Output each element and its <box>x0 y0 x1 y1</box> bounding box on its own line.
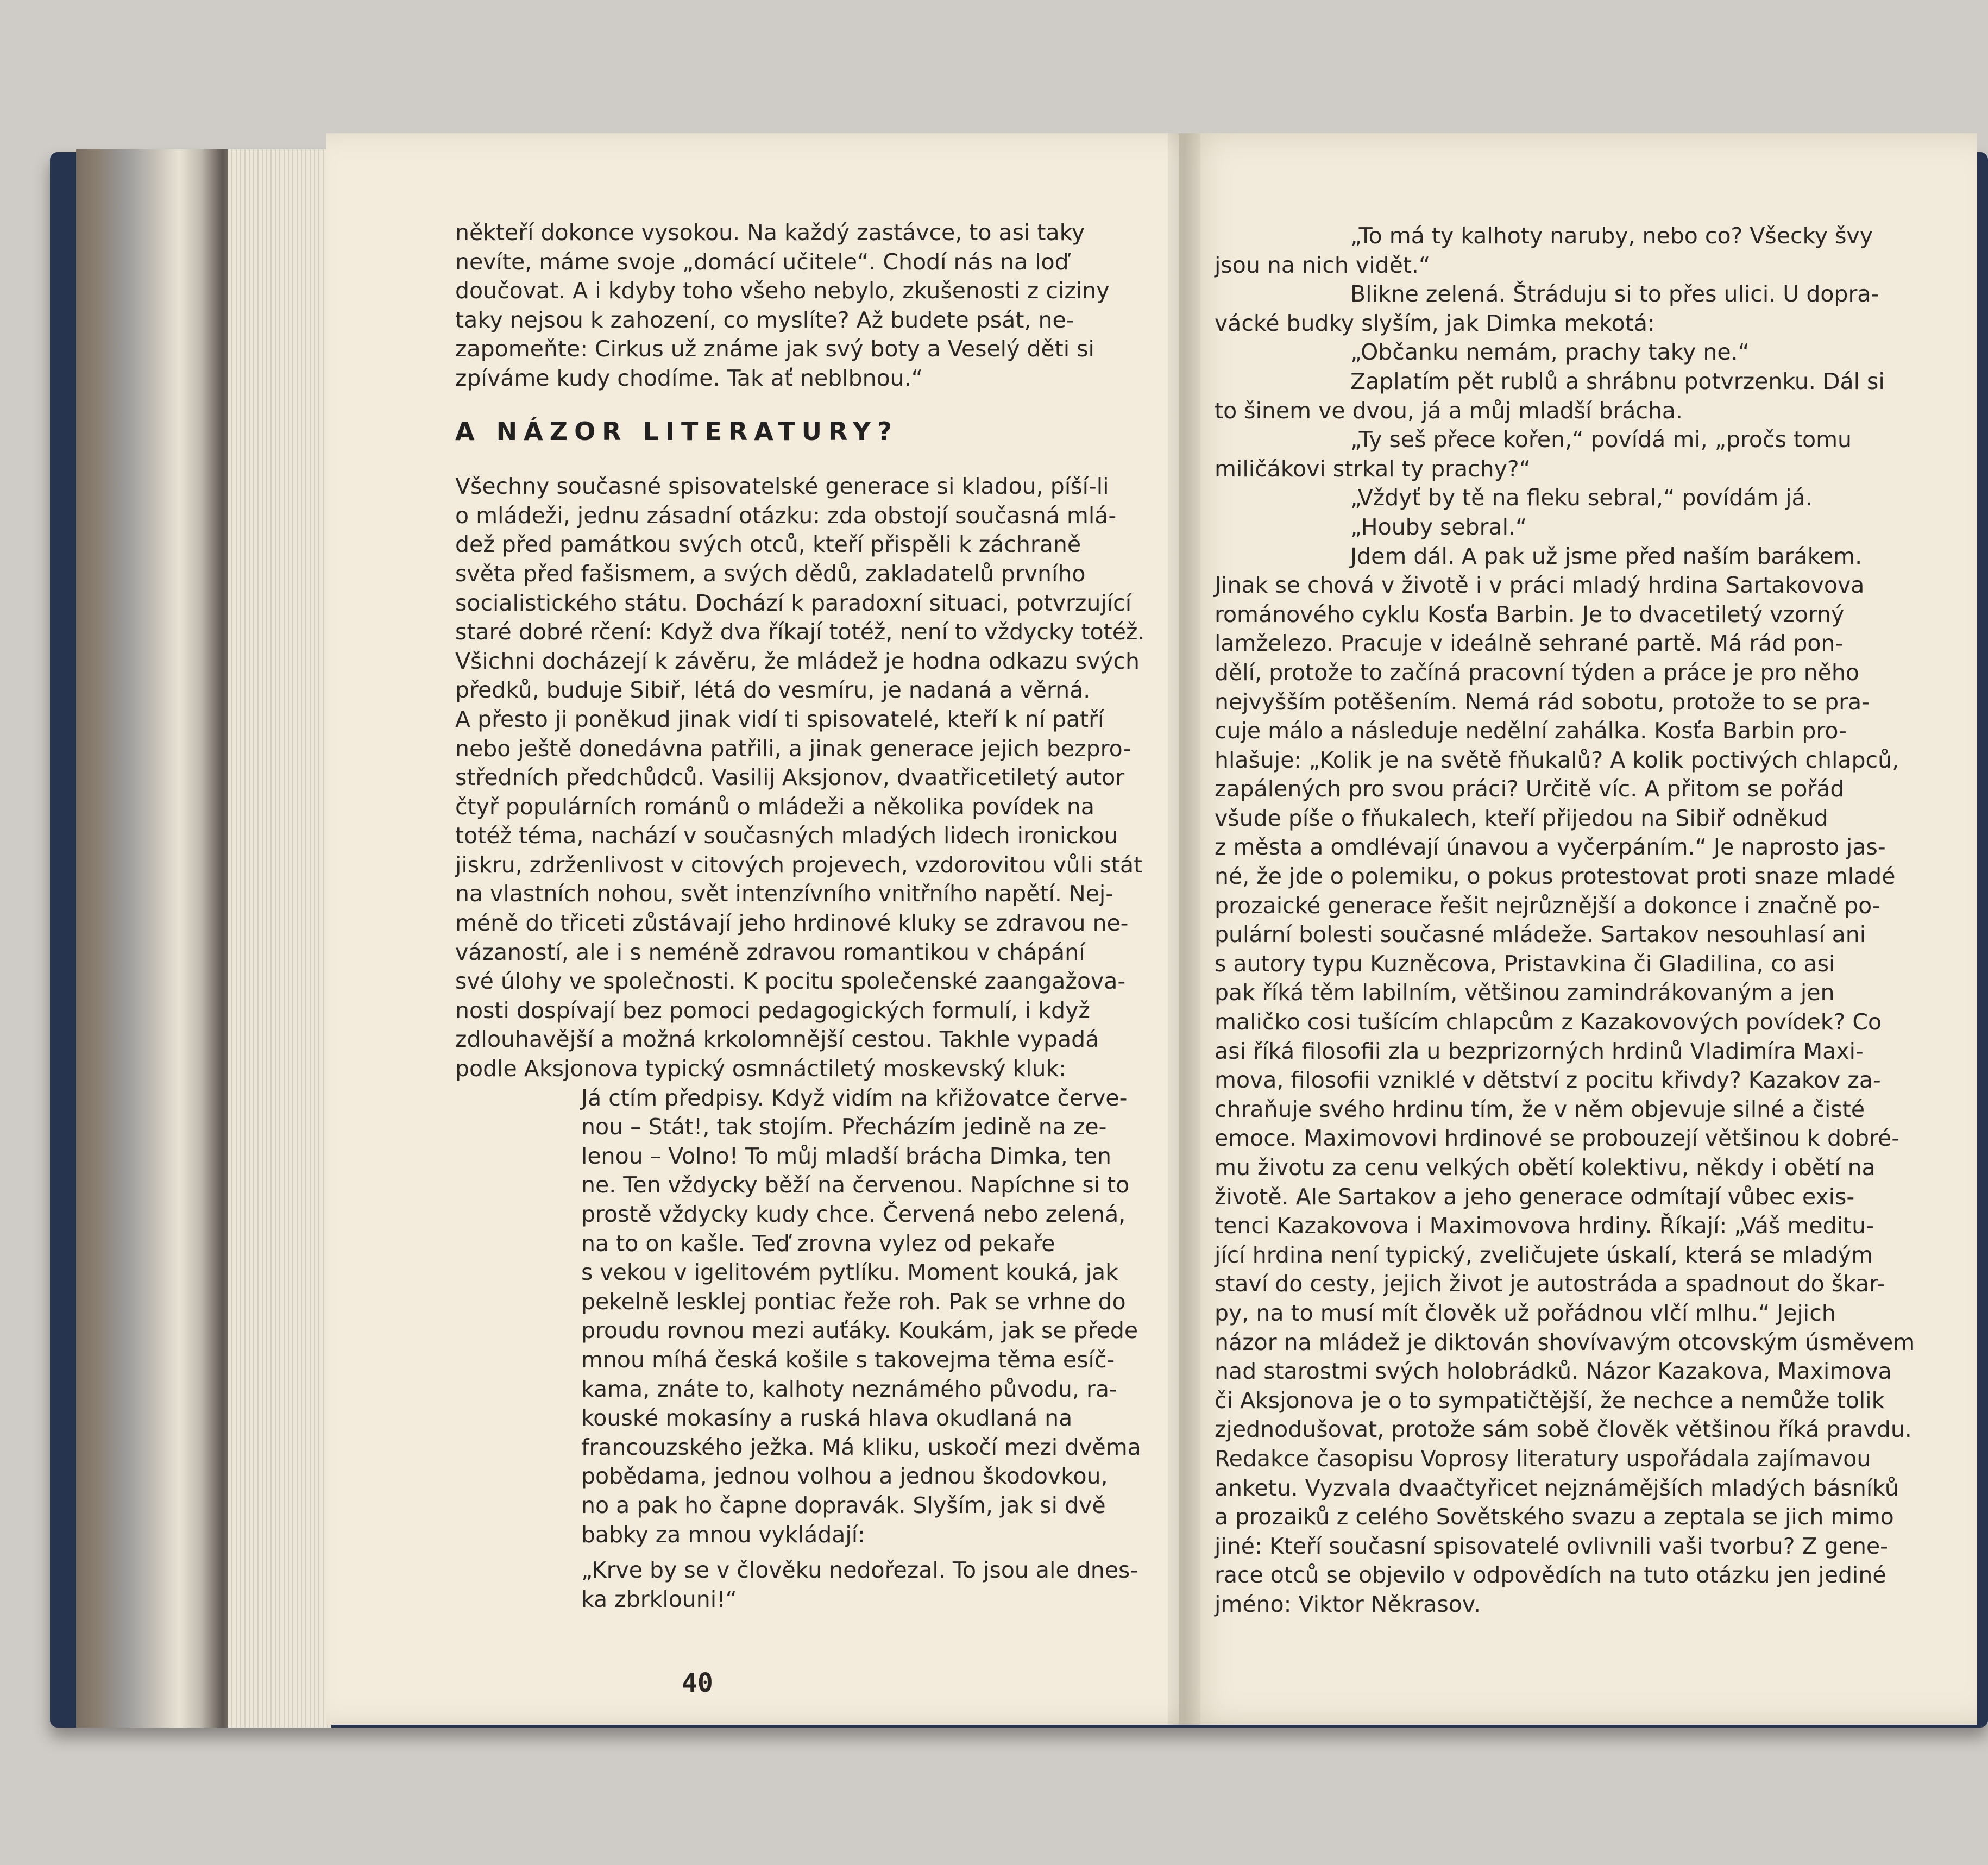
left-body-paragraph <box>455 472 1178 1083</box>
text-line: anketu. Vyzvala dvaačtyřicet nejznámějších mladých básníků <box>1215 1474 1899 1501</box>
text-line: mu životu za cenu velkých obětí kolektivu, někdy i obětí na <box>1215 1154 1876 1180</box>
text-line: lenou – Volno! To můj mladší brácha Dimka, ten <box>581 1142 1112 1169</box>
text-line: pak říká těm labilním, většinou zamindrákovaným a jen <box>1215 979 1835 1006</box>
text-line: světa před fašismem, a svých dědů, zakladatelů prvního <box>455 560 1086 587</box>
text-line: s vekou v igelitovém pytlíku. Moment kouká, jak <box>581 1259 1118 1286</box>
text-line: románového cyklu Kosťa Barbin. Je to dvacetiletý vzorný <box>1215 601 1845 627</box>
text-line: emoce. Maximovovi hrdinové se probouzejí většinou k dobré- <box>1215 1125 1900 1152</box>
text-line: mova, filosofii vzniklé v dětství z pocitu křivdy? Kazakov za- <box>1215 1067 1881 1094</box>
text-line: životě. Ale Sartakov a jeho generace odmítají vůbec exis- <box>1215 1183 1855 1210</box>
text-line: vácké budky slyším, jak Dimka mekotá: <box>1215 310 1655 336</box>
text-line: pekelně lesklej pontiac řeže roh. Pak se vrhne do <box>581 1288 1126 1315</box>
text-line: tenci Kazakovova i Maximovova hrdiny. Říkají: „Váš meditu- <box>1215 1213 1874 1239</box>
left-column <box>455 218 1178 1614</box>
section-heading: A NÁZOR LITERATURY? <box>455 416 898 446</box>
text-line: s autory typu Kuzněcova, Pristavkina či Gladilina, co asi <box>1215 950 1835 977</box>
text-line: jiné: Kteří současní spisovatelé ovlivnili vaši tvorbu? Z gene- <box>1215 1533 1888 1559</box>
text-line: no a pak ho čapne dopravák. Slyším, jak si dvě <box>581 1492 1106 1518</box>
text-line: babky za mnou vykládají: <box>581 1521 865 1548</box>
text-line: cuje málo a následuje nedělní zahálka. Kosťa Barbin pro- <box>1215 718 1847 744</box>
text-line: Redakce časopisu Voprosy literatury uspořádala zajímavou <box>1215 1445 1871 1472</box>
text-line: socialistického státu. Dochází k paradoxní situaci, potvrzující <box>455 589 1132 616</box>
right-column <box>1215 222 1921 1619</box>
text-line: „Krve by se v člověku nedořezal. To jsou ale dnes- <box>581 1557 1138 1584</box>
text-line: pulární bolesti současné mládeže. Sartakov nesouhlasí ani <box>1215 921 1866 948</box>
text-line: francouzského ježka. Má kliku, uskočí mezi dvěma <box>581 1434 1141 1460</box>
text-line: své úlohy ve společnosti. K pocitu společenské zaangažova- <box>455 968 1126 995</box>
left-intro-paragraph <box>455 218 1178 393</box>
text-line: asi říká filosofii zla u bezprizorných hrdinů Vladimíra Maxi- <box>1215 1038 1864 1064</box>
text-line: podle Aksjonova typický osmnáctiletý moskevský kluk: <box>455 1056 1067 1082</box>
right-body-paragraph <box>1215 571 1921 1619</box>
text-line: Zaplatím pět rublů a shrábnu potvrzenku. Dál si <box>1350 368 1885 394</box>
text-line: maličko cosi tušícím chlapcům z Kazakovových povídek? Co <box>1215 1009 1882 1035</box>
text-line: proudu rovnou mezi auťáky. Koukám, jak se přede <box>581 1317 1138 1344</box>
text-line: Všichni docházejí k závěru, že mládež je hodna odkazu svých <box>455 648 1140 674</box>
text-line: kouské mokasíny a ruská hlava okudlaná na <box>581 1405 1073 1431</box>
text-line: na to on kašle. Teď zrovna vylez od pekaře <box>581 1230 1055 1257</box>
text-line: zjednodušovat, protože sám sobě člověk většinou říká pravdu. <box>1215 1416 1912 1443</box>
text-line: nad starostmi svých holobrádků. Názor Kazakova, Maximova <box>1215 1358 1892 1385</box>
text-line: někteří dokonce vysokou. Na každý zastávce, to asi taky <box>455 219 1085 246</box>
text-line: Jinak se chová v životě i v práci mladý hrdina Sartakovova <box>1215 572 1865 599</box>
text-line: dělí, protože to začíná pracovní týden a práce je pro něho <box>1215 659 1859 686</box>
text-line: jméno: Viktor Někrasov. <box>1215 1591 1481 1617</box>
text-line: nou – Stát!, tak stojím. Přecházím jedině na ze- <box>581 1114 1107 1140</box>
text-line: Já ctím předpisy. Když vidím na křižovatce červe- <box>581 1084 1128 1111</box>
text-line: názor na mládež je diktován shovívavým otcovským úsměvem <box>1215 1329 1915 1355</box>
text-line: nebo ještě donedávna patřili, a jinak generace jejich bezpro- <box>455 735 1131 762</box>
text-line: dež před památkou svých otců, kteří přispěli k záchraně <box>455 531 1081 558</box>
text-line: taky nejsou k zahození, co myslíte? Až budete psát, ne- <box>455 306 1074 333</box>
text-line: ka zbrklouni!“ <box>581 1586 737 1612</box>
text-line: zdlouhavější a možná krkolomnější cestou. Takhle vypadá <box>455 1026 1099 1053</box>
text-line: středních předchůdců. Vasilij Aksjonov, dvaatřicetiletý autor <box>455 764 1125 791</box>
text-line: Blikne zelená. Štráduju si to přes ulici. U dopra- <box>1350 281 1879 307</box>
text-line: py, na to musí mít člověk už pořádnou vlčí mlhu.“ Jejich <box>1215 1299 1836 1326</box>
text-line: jící hrdina není typický, zveličujete úskalí, která se mladým <box>1215 1241 1873 1268</box>
text-line: staví do cesty, jejich život je autostráda a spadnout do škar- <box>1215 1271 1885 1297</box>
text-line: méně do třiceti zůstávají jeho hrdinové kluky se zdravou ne- <box>455 910 1129 937</box>
text-line: či Aksjonova je o to sympatičtější, že nechce a nemůže tolik <box>1215 1387 1885 1414</box>
text-line: nejvyšším potěšením. Nemá rád sobotu, protože to se pra- <box>1215 688 1870 715</box>
text-line: hlašuje: „Kolik je na světě fňukalů? A kolik poctivých chlapců, <box>1215 746 1899 773</box>
text-line: Všechny současné spisovatelské generace si kladou, píší-li <box>455 473 1109 500</box>
text-line: „Houby sebral.“ <box>1350 513 1527 540</box>
dialogue-block <box>1215 222 1921 571</box>
text-line: z města a omdlévají únavou a vyčerpáním.“ Je naprosto jas- <box>1215 834 1886 861</box>
text-line: „Občanku nemám, prachy taky ne.“ <box>1350 339 1750 366</box>
text-line: A přesto ji poněkud jinak vidí ti spisovatelé, kteří k ní patří <box>455 706 1104 732</box>
text-line: vázaností, ale i s neméně zdravou romantikou v chápání <box>455 939 1085 965</box>
text-line: nosti dospívají bez pomoci pedagogických formulí, i když <box>455 997 1090 1023</box>
text-line: zpíváme kudy chodíme. Tak ať neblbnou.“ <box>455 365 923 391</box>
text-line: prostě vždycky kudy chce. Červená nebo zelená, <box>581 1201 1126 1227</box>
text-line: jiskru, zdrženlivost v citových projevech, vzdorovitou vůli stát <box>455 851 1143 878</box>
text-line: všude píše o fňukalech, kteří přijedou na Sibiř odněkud <box>1215 805 1828 831</box>
text-line: lamželezo. Pracuje v ideálně sehrané partě. Má rád pon- <box>1215 630 1844 657</box>
text-line: zapálených pro svou práci? Určitě víc. A přitom se pořád <box>1215 776 1845 802</box>
quote-end-block <box>581 1556 1178 1614</box>
text-line: Jdem dál. A pak už jsme před naším barákem. <box>1350 543 1863 569</box>
text-line: prozaické generace řešit nejrůznější a dokonce i značně po- <box>1215 892 1880 919</box>
text-line: o mládeži, jednu zásadní otázku: zda obstojí současná mlá- <box>455 502 1117 529</box>
text-line: nevíte, máme svoje „domácí učitele“. Chodí nás na loď <box>455 248 1069 275</box>
text-line: to šinem ve dvou, já a můj mladší brácha. <box>1215 397 1683 424</box>
page-number: 40 <box>682 1668 713 1698</box>
text-line: race otců se objevilo v odpovědích na tuto otázku jen jediné <box>1215 1562 1886 1588</box>
page-stack-lines <box>228 149 331 1728</box>
text-line: totéž téma, nachází v současných mladých lidech ironickou <box>455 822 1118 849</box>
text-line: zapomeňte: Cirkus už známe jak svý boty a Veselý děti si <box>455 336 1094 362</box>
text-line: „To má ty kalhoty naruby, nebo co? Všecky švy <box>1350 223 1873 249</box>
text-line: né, že jde o polemiku, o pokus protestovat proti snaze mladé <box>1215 863 1896 890</box>
text-line: staré dobré rčení: Když dva říkají totéž, není to vždycky totéž. <box>455 619 1145 645</box>
text-line: jsou na nich vidět.“ <box>1215 252 1431 278</box>
text-line: „Vždyť by tě na fleku sebral,“ povídám já. <box>1350 485 1813 511</box>
text-line: na vlastních nohou, svět intenzívního vnitřního napětí. Nej- <box>455 881 1114 907</box>
text-line: čtyř populárních románů o mládeži a několika povídek na <box>455 793 1094 820</box>
text-line: chraňuje svého hrdinu tím, že v něm objevuje silné a čisté <box>1215 1096 1865 1122</box>
text-line: předků, buduje Sibiř, létá do vesmíru, je nadaná a věrná. <box>455 677 1091 704</box>
text-line: pobědama, jednou volhou a jednou škodovkou, <box>581 1463 1108 1490</box>
quote-block <box>581 1084 1178 1550</box>
text-line: a prozaiků z celého Sovětského svazu a zeptala se jich mimo <box>1215 1504 1894 1530</box>
text-line: miličákovi strkal ty prachy?“ <box>1215 455 1531 482</box>
text-line: „Ty seš přece kořen,“ povídá mi, „pročs tomu <box>1350 426 1852 453</box>
text-line: mnou míhá česká košile s takovejma těma esíč- <box>581 1346 1115 1373</box>
text-line: doučovat. A i kdyby toho všeho nebylo, zkušenosti z ciziny <box>455 278 1110 304</box>
text-line: ne. Ten vždycky běží na červenou. Napíchne si to <box>581 1172 1130 1198</box>
text-line: kama, znáte to, kalhoty neznámého původu, ra- <box>581 1376 1117 1402</box>
